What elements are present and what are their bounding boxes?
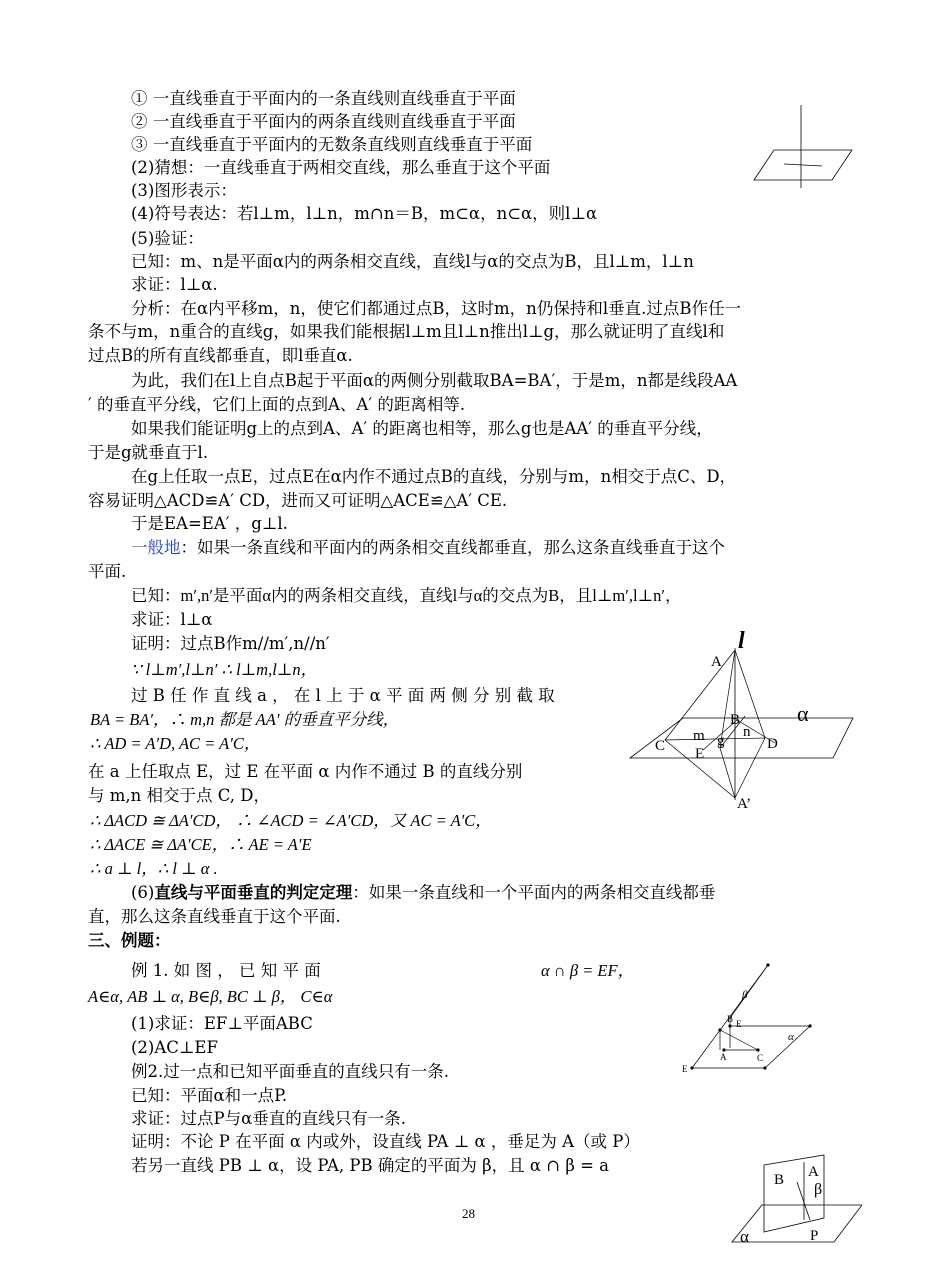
given-line: 已知：m、n是平面α内的两条相交直线，直线l与α的交点为B，且l⊥m，l⊥n	[131, 252, 694, 271]
proof-line-4: BA = BA′，∴ m,n 都是 AA′ 的垂直平分线，	[90, 710, 400, 729]
theorem-prefix: (6)	[131, 883, 155, 902]
perpendicular-plane-figure	[752, 100, 862, 190]
fig1-label-alpha: α	[797, 701, 809, 726]
analysis-line-2: 条不与m，n重合的直线g，如果我们能根据l⊥m且l⊥n推出l⊥g，那么就证明了直线l和	[88, 322, 725, 341]
example2-proof-1: 证明：不论 P 在平面 α 内或外，设直线 PA ⊥ α ，垂足为 A（或 P）	[131, 1132, 640, 1151]
example2-given: 已知：平面α和一点P.	[131, 1086, 288, 1105]
fig1-label-l: l	[738, 628, 745, 654]
fig2-label-alpha: α	[788, 1031, 794, 1043]
proof-line-1: 证明：过点B作m//m′,n//n′	[131, 634, 330, 653]
example1-figure	[680, 958, 820, 1078]
proof-line-7: 与 m,n 相交于点 C, D，	[88, 786, 271, 805]
example1-q1: (1)求证：EF⊥平面ABC	[131, 1014, 313, 1033]
example2-title: 例2.过一点和已知平面垂直的直线只有一条.	[131, 1062, 449, 1081]
example2-proof-2: 若另一直线 PB ⊥ α，设 PA, PB 确定的平面为 β，且 α ∩ β = a	[131, 1156, 610, 1175]
proof-line-6: 在 a 上任取点 E，过 E 在平面 α 内作不通过 B 的直线分别	[88, 762, 523, 781]
section-heading: 三、例题：	[88, 931, 171, 950]
fig2-label-a: A	[720, 1052, 727, 1062]
analysis-line-3: 过点B的所有直线都垂直，即l垂直α.	[88, 346, 353, 365]
given-line-2: 已知：m′,n′是平面α内的两条相交直线，直线l与α的交点为B，且l⊥m′,l⊥n′，	[131, 586, 682, 605]
page-number: 28	[462, 1206, 475, 1221]
fig1-label-g: g	[717, 733, 725, 749]
paragraph-line-6: 容易证明△ACD≌A′ CD，进而又可证明△ACE≌△A′ CE.	[88, 491, 508, 510]
proof-pyramid-figure	[625, 628, 860, 813]
proof-line-9: ∴ ΔACE ≅ ΔA′CE，∴ AE = A′E	[90, 835, 312, 854]
example1-line-1: 例 1. 如 图 ， 已 知 平 面	[131, 961, 321, 980]
prove-line-2: 求证：l⊥α	[131, 610, 213, 629]
theorem-title: 直线与平面垂直的判定定理	[154, 883, 353, 902]
case-line-1: ① 一直线垂直于平面内的一条直线则直线垂直于平面	[131, 89, 516, 108]
theorem-line-end: 直，那么这条直线垂直于这个平面.	[88, 907, 341, 926]
paragraph-line-2: ′ 的垂直平分线，它们上面的点到A、A′ 的距离相等.	[88, 395, 466, 414]
fig3-label-beta: β	[814, 1181, 823, 1198]
theorem-text: ：如果一条直线和一个平面内的两条相交直线都垂	[352, 883, 716, 902]
fig1-label-c: C	[655, 738, 666, 754]
paragraph-line-7: 于是EA=EA′ ，g⊥l.	[131, 514, 288, 533]
theorem-line	[131, 882, 715, 904]
paragraph-line-4: 于是g就垂直于l.	[88, 443, 209, 462]
proof-line-8: ∴ ΔACD ≅ ΔA′CD， ∴ ∠ACD = ∠A′CD，又 AC = A′C，	[90, 811, 492, 830]
figure-representation-line: (3)图形表示：	[131, 181, 237, 200]
paragraph-line-3: 如果我们能证明g上的点到A、A′ 的距离也相等，那么g也是AA′ 的垂直平分线，	[131, 419, 713, 438]
fig2-label-e-upper: E	[736, 1019, 742, 1029]
fig3-label-alpha: α	[740, 1227, 749, 1246]
fig3-label-b: B	[774, 1172, 785, 1188]
conjecture-line: (2)猜想：一直线垂直于两相交直线，那么垂直于这个平面	[131, 158, 551, 177]
proof-line-10: ∴ a ⊥ l，∴ l ⊥ α .	[90, 859, 218, 878]
fig3-label-a: A	[808, 1164, 819, 1180]
fig3-label-p: P	[810, 1228, 819, 1244]
prove-line: 求证：l⊥α.	[131, 275, 218, 294]
fig1-label-m: m	[693, 728, 705, 744]
fig2-label-beta: β	[742, 989, 748, 1001]
example1-line-2: A∈α, AB ⊥ α, B∈β, BC ⊥ β， C∈α	[88, 987, 333, 1006]
fig2-label-e: E	[682, 1064, 688, 1074]
fig1-label-a: A	[711, 654, 722, 670]
general-prefix: 一般地	[131, 538, 181, 557]
analysis-line-1: 分析：在α内平移m，n，使它们都通过点B，这时m，n仍保持和l垂直.过点B作任一	[131, 299, 741, 318]
fig1-label-e: E	[695, 746, 705, 762]
general-statement-end: 平面.	[88, 562, 127, 581]
fig2-label-b: B	[727, 1014, 734, 1024]
proof-line-5: ∴ AD = A′D, AC = A′C，	[90, 734, 261, 753]
example1-formula: α ∩ β = EF，	[541, 961, 635, 980]
example2-figure	[722, 1150, 862, 1250]
paragraph-line-5: 在g上任取一点E，过点E在α内作不通过点B的直线，分别与m，n相交于点C、D，	[131, 467, 737, 486]
proof-line-2: ∵ l⊥m′,l⊥n′ ∴ l⊥m,l⊥n，	[131, 660, 318, 679]
proof-line-3: 过 B 任 作 直 线 a ， 在 l 上 于 α 平 面 两 侧 分 别 截 取	[131, 686, 555, 705]
fig1-label-n: n	[743, 724, 751, 740]
fig1-label-a-prime: A’	[737, 796, 752, 812]
general-text: ：如果一条直线和平面内的两条相交直线都垂直，那么这条直线垂直于这个	[180, 538, 725, 557]
fig1-label-b: B	[730, 712, 741, 728]
example1-q2: (2)AC⊥EF	[131, 1038, 218, 1057]
case-line-3: ③ 一直线垂直于平面内的无数条直线则直线垂直于平面	[131, 135, 533, 154]
fig2-label-c: C	[757, 1053, 764, 1063]
paragraph-line-1: 为此，我们在l上自点B起于平面α的两侧分别截取BA=BA′，于是m，n都是线段AA	[131, 371, 738, 390]
general-statement	[131, 537, 725, 559]
fig1-label-d: D	[767, 736, 778, 752]
example2-prove: 求证：过点P与α垂直的直线只有一条.	[131, 1109, 406, 1128]
symbol-expression-line: (4)符号表达：若l⊥m，l⊥n，m∩n＝B，m⊂α，n⊂α，则l⊥α	[131, 204, 598, 223]
case-line-2: ② 一直线垂直于平面内的两条直线则直线垂直于平面	[131, 112, 516, 131]
verify-heading: (5)验证：	[131, 229, 204, 248]
